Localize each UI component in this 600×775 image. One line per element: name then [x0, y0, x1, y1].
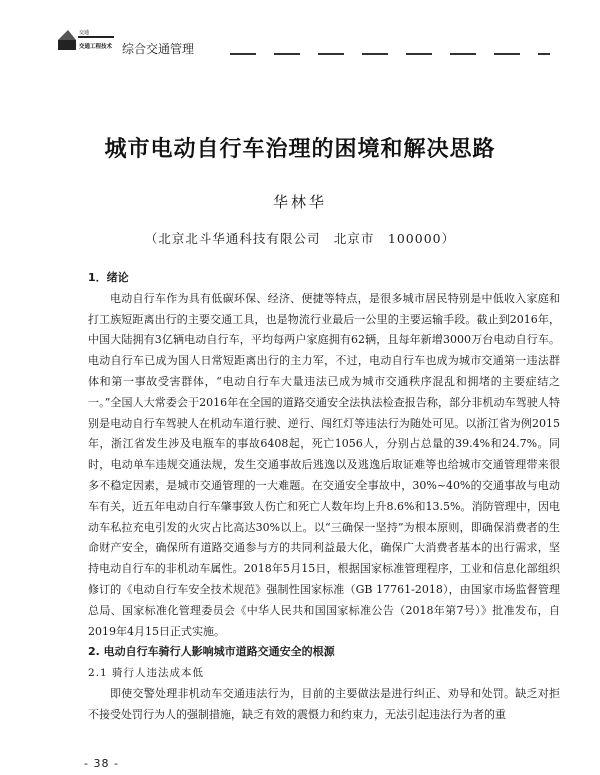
author-affiliation: （北京北斗华通科技有限公司 北京市 100000）: [144, 231, 456, 246]
journal-logo: [58, 28, 116, 58]
logo-text-bottom: 交通工程技术: [79, 44, 113, 50]
paragraph-2: 即使交警处理非机动车交通违法行为，目前的主要做法是进行纠正、劝导和处罚。缺乏对拒不接受处罚行为人的强制措施，缺乏有效的震慑力和约束力，无法引起违法行为者的重: [88, 686, 560, 721]
journal-section-label: 综合交通管理: [122, 42, 195, 56]
section-heading-2: 2. 电动自行车骑行人影响城市道路交通安全的根源: [88, 645, 335, 659]
article-author: 华林华: [272, 193, 327, 211]
page-number: - 38 -: [84, 757, 119, 770]
article-title: 城市电动自行车治理的困境和解决思路: [104, 136, 496, 162]
paragraph-1: 电动自行车作为具有低碳环保、经济、便捷等特点，是很多城市居民特别是中低收入家庭和打工族短距离出行的主要交通工具，也是物流行业最后一公里的主要运输手段。截止到2016年，中国大陆拥有3亿辆电动自行车，平均每两户家庭拥有62辆，且每年新增3000万台电动自行车。电动自行车已成为国人日常短距离出行的主力军，不过，电动自行车也成为城市交通第一违法群体和第一事故受害群体，“电动自行车大量违法已成为城市交通秩序混乱和拥堵的主要症结之一。”全国人大常委会于2016年在全国的道路交通安全法执法检查报告称，部分非机动车驾驶人特别是电动自行车驾驶人在机动车道行驶、逆行、闯红灯等违法行为随处可见。以浙江省为例2015年，浙江省发生涉及电瓶车的事故6408起，死亡1056人，分别占总量的39.4%和24.7%。同时，电动单车违规交通法规，发生交通事故后逃逸以及逃逸后取证难等也给城市交通管理带来很多不稳定因素，是城市交通管理的一大难题。在交通安全事故中，30%~40%的交通事故与电动车有关，近五年电动自行车肇事致人伤亡和死亡人数年均上升8.6%和13.5%。消防管理中，因电动车私拉充电引发的火灾占比高达30%以上。以“三确保一坚持”为根本原则，即确保消费者的生命财产安全，确保所有道路交通参与方的共同利益最大化，确保广大消费者基本的出行需求，坚持电动自行车的非机动车属性。2018年5月15日，根据国家标准管理程序，工业和信息化部组织修订的《电动自行车安全技术规范》强制性国家标准（GB 17761-2018），由国家市场监督管理总局、国家标准化管理委员会《中华人民共和国国家标准公告（2018年第7号）》批准发布，自2019年4月15日正式实施。: [88, 291, 560, 638]
logo-text-top: 交通: [79, 30, 90, 36]
article-body: [88, 268, 560, 726]
page-header: [0, 0, 600, 70]
section-heading-1: 1．绪论: [88, 271, 129, 284]
subsection-heading-2-1: 2.1 骑行人违法成本低: [88, 667, 205, 680]
header-rule: [230, 53, 550, 55]
